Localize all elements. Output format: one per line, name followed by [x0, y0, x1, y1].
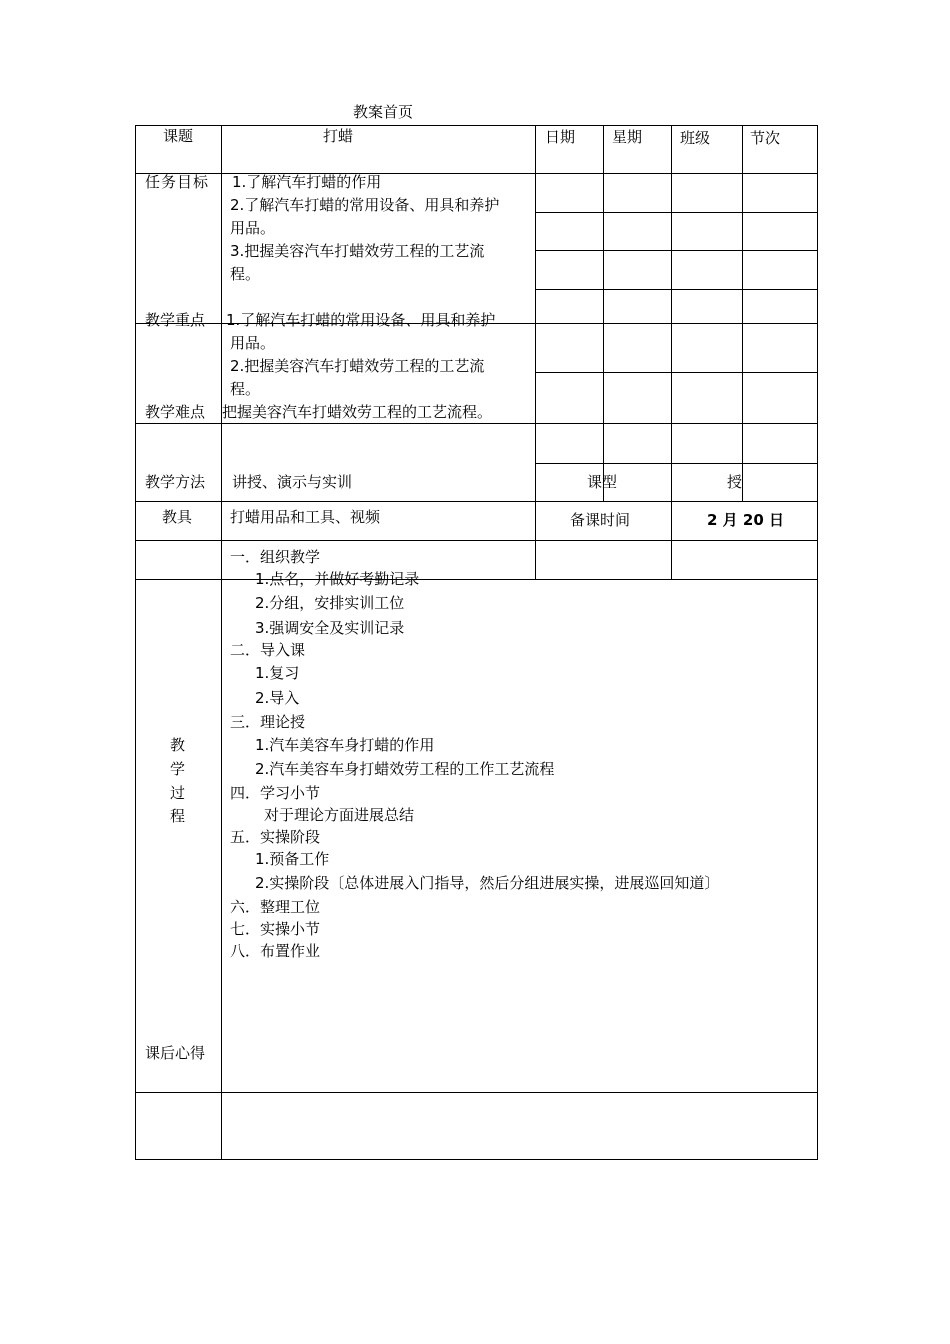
process-line: 对于理论方面进展总结 [264, 806, 415, 824]
process-line: 2.导入 [255, 689, 300, 707]
row-divider [135, 423, 817, 424]
row-divider [535, 250, 817, 251]
objective-line: 1.了解汽车打蜡的作用 [232, 173, 382, 191]
table-border-bottom [135, 1159, 817, 1160]
col-divider [742, 125, 743, 501]
process-line: 2.实操阶段〔总体进展入门指导，然后分组进展实操，进展巡回知道〕 [255, 874, 720, 892]
objective-line: 程。 [230, 265, 261, 283]
prep-time-label: 备课时间 [570, 511, 631, 529]
process-label-char: 程 [170, 807, 186, 825]
key-point-line: 2.把握美容汽车打蜡效劳工程的工艺流 [230, 357, 485, 375]
weekday-label: 星期 [612, 128, 643, 146]
process-line: 2.分组，安排实训工位 [255, 594, 405, 612]
process-line: 五．实操阶段 [230, 828, 321, 846]
lesson-type-value: 授 [727, 473, 743, 491]
process-label-char: 过 [170, 784, 186, 802]
row-divider [535, 212, 817, 213]
row-divider [535, 289, 817, 290]
table-border-right [817, 125, 818, 1160]
lesson-type-label: 课型 [587, 473, 618, 491]
row-divider [135, 1092, 817, 1093]
difficulty-value: 把握美容汽车打蜡效劳工程的工艺流程。 [222, 403, 493, 421]
process-label-char: 学 [170, 760, 186, 778]
key-point-line: 程。 [230, 380, 261, 398]
table-border-top [135, 125, 817, 126]
process-line: 1.点名，并做好考勤记录 [255, 570, 420, 588]
method-label: 教学方法 [145, 473, 206, 491]
row-divider [135, 501, 817, 502]
process-label-char: 教 [170, 736, 186, 754]
course-label: 课题 [163, 127, 194, 145]
class-label: 班级 [680, 129, 711, 147]
reflection-label: 课后心得 [145, 1044, 206, 1062]
process-line: 2.汽车美容车身打蜡效劳工程的工作工艺流程 [255, 760, 555, 778]
process-line: 3.强调安全及实训记录 [255, 619, 405, 637]
col-divider [535, 125, 536, 580]
objectives-label: 任务目标 [145, 173, 210, 191]
key-point-line: 1.了解汽车打蜡的常用设备、用具和养护 [226, 311, 496, 329]
objective-line: 2.了解汽车打蜡的常用设备、用具和养护 [230, 196, 500, 214]
course-value: 打蜡 [323, 127, 354, 145]
process-line: 1.汽车美容车身打蜡的作用 [255, 736, 435, 754]
process-line: 三．理论授 [230, 713, 306, 731]
process-line: 七．实操小节 [230, 920, 321, 938]
row-divider [535, 372, 817, 373]
row-divider [535, 463, 817, 464]
tools-label: 教具 [162, 508, 193, 526]
process-line: 六．整理工位 [230, 898, 321, 916]
process-line: 1.预备工作 [255, 850, 330, 868]
page-title: 教案首页 [353, 103, 414, 121]
date-label: 日期 [545, 128, 576, 146]
prep-time-value: 2 月 20 日 [707, 511, 784, 529]
process-line: 一．组织教学 [230, 548, 321, 566]
col-divider [221, 125, 222, 1160]
process-line: 八．布置作业 [230, 942, 321, 960]
objective-line: 用品。 [230, 219, 276, 237]
objective-line: 3.把握美容汽车打蜡效劳工程的工艺流 [230, 242, 485, 260]
row-divider [135, 540, 817, 541]
col-divider [671, 125, 672, 580]
period-label: 节次 [750, 129, 781, 147]
table-border-left [135, 125, 136, 1160]
process-line: 1.复习 [255, 664, 300, 682]
method-value: 讲授、演示与实训 [232, 473, 353, 491]
row-divider [135, 579, 817, 580]
process-line: 四．学习小节 [230, 784, 321, 802]
tools-value: 打蜡用品和工具、视频 [230, 508, 381, 526]
col-divider [603, 125, 604, 501]
process-line: 二．导入课 [230, 641, 306, 659]
key-points-label: 教学重点 [145, 311, 206, 329]
difficulty-label: 教学难点 [145, 403, 206, 421]
key-point-line: 用品。 [230, 334, 276, 352]
